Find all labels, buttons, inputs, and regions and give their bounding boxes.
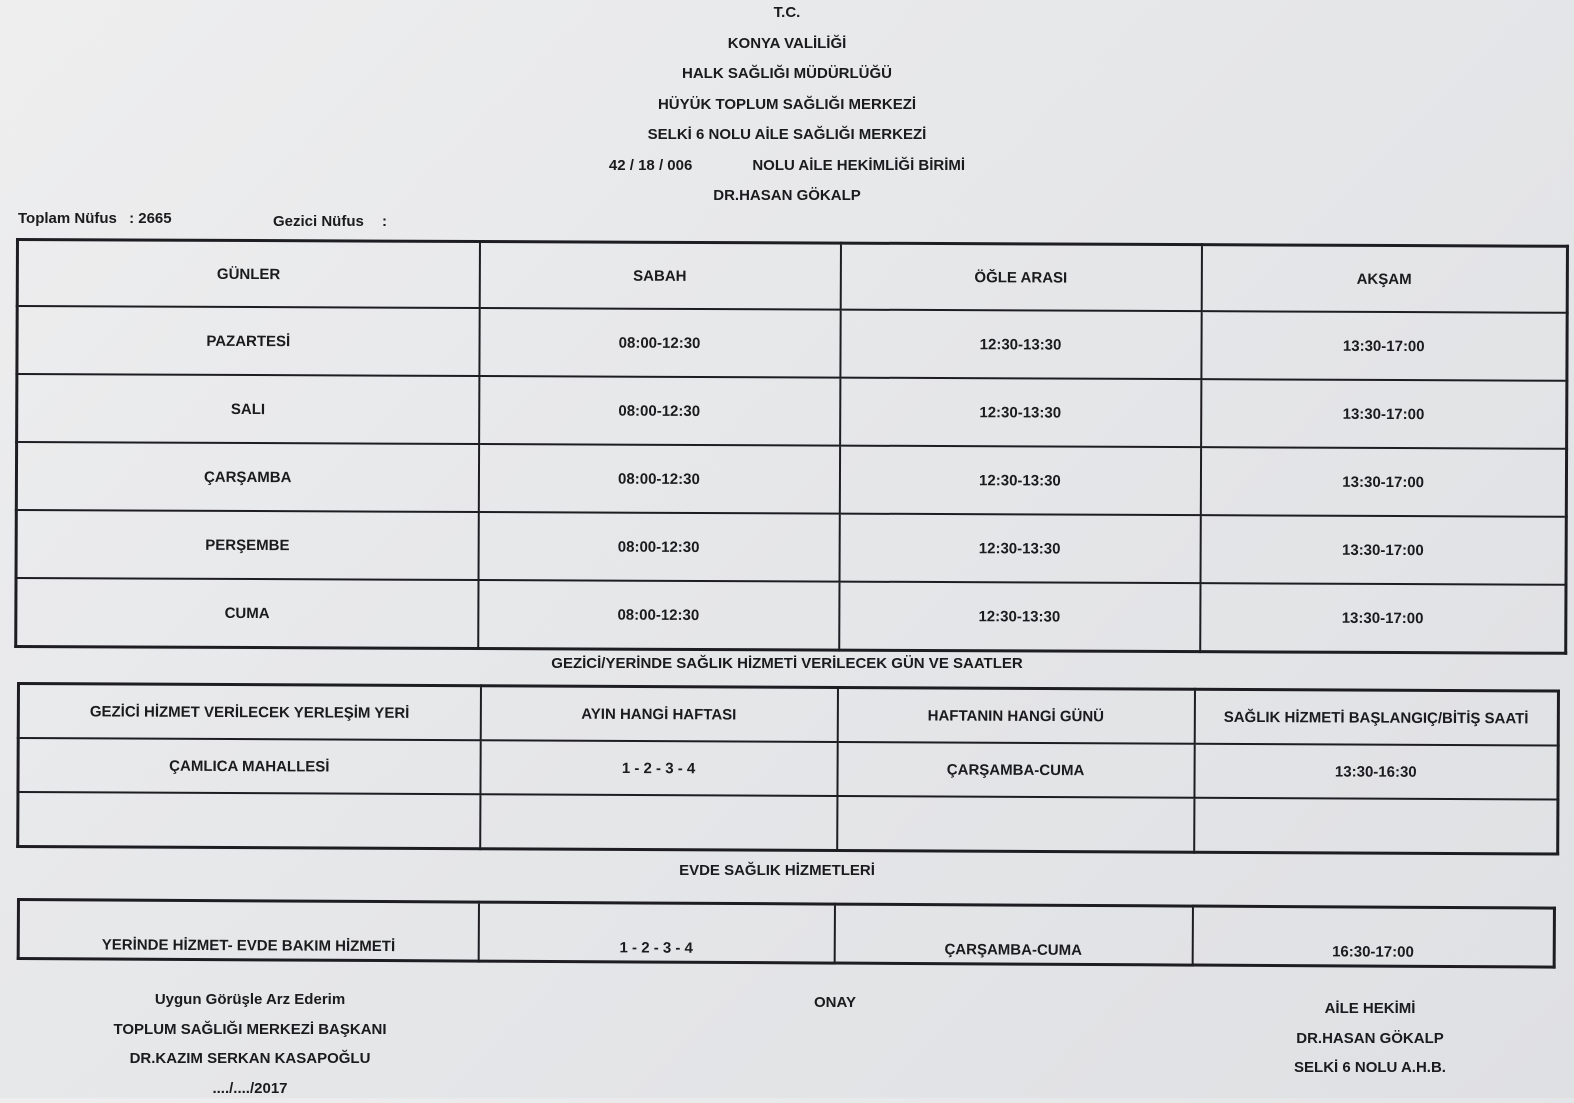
- total-population-value: : 2665: [129, 210, 172, 227]
- hours-cell: 13:30-16:30: [1194, 744, 1558, 800]
- table-row: [18, 738, 1558, 800]
- weekly-schedule-table: [14, 238, 1569, 655]
- evening-cell: 13:30-17:00: [1200, 583, 1566, 653]
- table-row: [18, 792, 1558, 854]
- day-cell: [837, 796, 1194, 852]
- table-row: [17, 374, 1567, 449]
- header-unit: [0, 151, 1574, 182]
- table-row: [17, 306, 1567, 381]
- mobile-header-row: [18, 684, 1558, 746]
- evening-cell: 13:30-17:00: [1200, 447, 1566, 517]
- day-cell: ÇARŞAMBA-CUMA: [834, 904, 1192, 965]
- evening-cell: 13:30-17:00: [1201, 379, 1567, 449]
- table-row: [18, 900, 1554, 968]
- footer-physician-title: AİLE HEKİMİ: [1250, 994, 1490, 1024]
- week-cell: [480, 794, 837, 850]
- table-row: [16, 578, 1566, 653]
- day-cell: PAZARTESİ: [17, 306, 479, 376]
- morning-cell: 08:00-12:30: [478, 512, 839, 582]
- location-cell: ÇAMLICA MAHALLESİ: [18, 738, 480, 794]
- day-cell: ÇARŞAMBA-CUMA: [837, 742, 1194, 798]
- lunch-cell: 12:30-13:30: [840, 310, 1201, 380]
- footer-submitter-block: [100, 985, 400, 1103]
- header-governorship: KONYA VALİLİĞİ: [0, 29, 1574, 60]
- header-directorate: HALK SAĞLIĞI MÜDÜRLÜĞÜ: [0, 59, 1574, 90]
- footer-submitter-title: TOPLUM SAĞLIĞI MERKEZİ BAŞKANI: [100, 1015, 400, 1045]
- mobile-service-table: [16, 682, 1560, 856]
- mobile-population-value: :: [382, 213, 387, 230]
- mobile-header-day: HAFTANIN HANGİ GÜNÜ: [837, 688, 1194, 744]
- mobile-header-hours: SAĞLIK HİZMETİ BAŞLANGIÇ/BİTİŞ SAATİ: [1194, 689, 1558, 745]
- header-family-health-center: SELKİ 6 NOLU AİLE SAĞLIĞI MERKEZİ: [0, 120, 1574, 151]
- morning-cell: 08:00-12:30: [478, 444, 839, 514]
- lunch-cell: 12:30-13:30: [839, 514, 1200, 584]
- document-header: [0, 0, 1574, 212]
- mobile-header-location: GEZİCİ HİZMET VERİLECEK YERLEŞİM YERİ: [18, 684, 480, 741]
- schedule-header-morning: SABAH: [479, 242, 840, 310]
- location-cell: [18, 792, 480, 849]
- schedule-header-evening: AKŞAM: [1201, 245, 1567, 313]
- schedule-header-row: [17, 240, 1567, 313]
- hours-cell: [1194, 798, 1558, 854]
- morning-cell: 08:00-12:30: [479, 376, 840, 446]
- day-cell: CUMA: [16, 578, 478, 649]
- header-community-health-center: HÜYÜK TOPLUM SAĞLIĞI MERKEZİ: [0, 90, 1574, 121]
- day-cell: PERŞEMBE: [16, 510, 478, 580]
- day-cell: SALI: [17, 374, 479, 444]
- footer-approval-label: ONAY: [760, 988, 910, 1018]
- footer-physician-unit: SELKİ 6 NOLU A.H.B.: [1250, 1053, 1490, 1083]
- total-population-label: Toplam Nüfus: [18, 210, 117, 227]
- evening-cell: 13:30-17:00: [1200, 515, 1566, 585]
- table-row: [16, 510, 1566, 585]
- home-service-title: EVDE SAĞLIK HİZMETLERİ: [0, 862, 1564, 879]
- footer-physician-name: DR.HASAN GÖKALP: [1250, 1024, 1490, 1054]
- unit-code: 42 / 18 / 006: [609, 151, 692, 182]
- week-cell: 1 - 2 - 3 - 4: [478, 902, 834, 963]
- morning-cell: 08:00-12:30: [479, 308, 840, 378]
- schedule-header-days: GÜNLER: [17, 240, 479, 309]
- header-doctor: DR.HASAN GÖKALP: [0, 181, 1574, 212]
- mobile-population: [273, 213, 387, 230]
- lunch-cell: 12:30-13:30: [839, 446, 1200, 516]
- mobile-header-week: AYIN HANGİ HAFTASI: [480, 686, 837, 742]
- unit-label: NOLU AİLE HEKİMLİĞİ BİRİMİ: [752, 157, 965, 174]
- footer-submission-note: Uygun Görüşle Arz Ederim: [100, 985, 400, 1015]
- schedule-header-lunch: ÖĞLE ARASI: [840, 243, 1201, 311]
- footer-date: ..../..../2017: [100, 1074, 400, 1103]
- footer-approval-block: [760, 988, 910, 1018]
- mobile-service-title: GEZİCİ/YERİNDE SAĞLIK HİZMETİ VERİLECEK GÜN VE SAATLER: [0, 655, 1574, 672]
- week-cell: 1 - 2 - 3 - 4: [480, 740, 837, 796]
- mobile-population-label: Gezici Nüfus: [273, 213, 364, 230]
- population-info: [18, 210, 172, 227]
- hours-cell: 16:30-17:00: [1192, 906, 1554, 967]
- lunch-cell: 12:30-13:30: [839, 582, 1200, 652]
- header-republic: T.C.: [0, 0, 1574, 29]
- day-cell: ÇARŞAMBA: [16, 442, 478, 512]
- table-row: [16, 442, 1566, 517]
- evening-cell: 13:30-17:00: [1201, 311, 1567, 381]
- footer-submitter-name: DR.KAZIM SERKAN KASAPOĞLU: [100, 1044, 400, 1074]
- home-service-table: [17, 898, 1556, 969]
- service-type-cell: YERİNDE HİZMET- EVDE BAKIM HİZMETİ: [18, 900, 478, 962]
- footer-physician-block: [1250, 994, 1490, 1083]
- morning-cell: 08:00-12:30: [478, 580, 839, 650]
- lunch-cell: 12:30-13:30: [840, 378, 1201, 448]
